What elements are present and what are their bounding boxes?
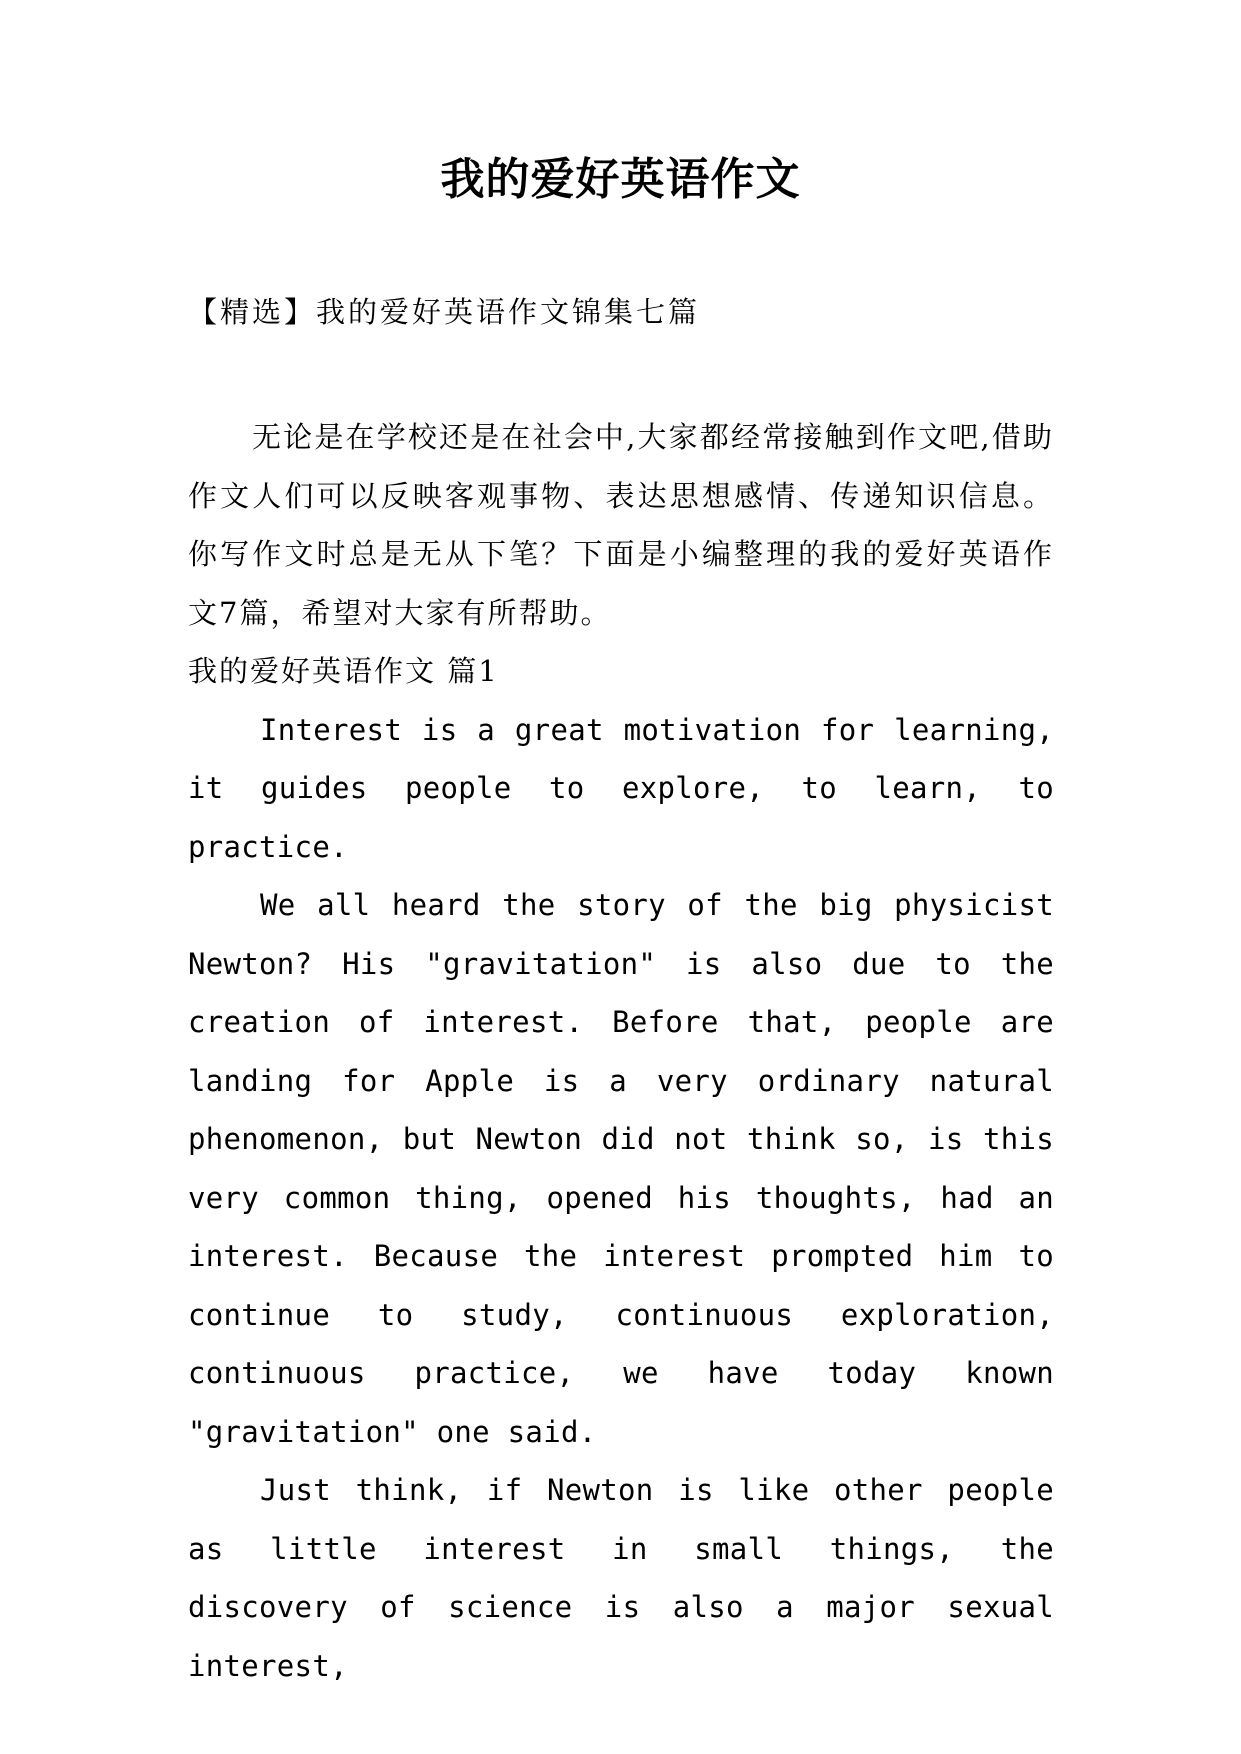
document-body xyxy=(188,408,1054,1695)
section-heading: 我的爱好英语作文 篇1 xyxy=(188,654,499,688)
body-paragraph-1: Interest is a great motivation for learning, it guides people to explore, to learn, to practice. xyxy=(188,712,1054,864)
body-paragraph-2: We all heard the story of the big physicist Newton? His "gravitation" is also due to the creation of interest. Before that, people are landing for Apple is a very ordinary natural phenomenon, but Newton did not think so, is this very common thing, opened his thoughts, had an interest. Because the interest prompted him to continue to study, continuous exploration, continuous practice, we have today known "gravitation" one said. xyxy=(188,888,1054,1449)
intro-paragraph: 无论是在学校还是在社会中,大家都经常接触到作文吧,借助作文人们可以反映客观事物、表达思想感情、传递知识信息。你写作文时总是无从下笔？下面是小编整理的我的爱好英语作文7篇，希望对大家有所帮助。 xyxy=(188,420,1054,630)
document-title: 我的爱好英语作文 xyxy=(440,154,801,205)
body-paragraph-3: Just think, if Newton is like other people as little interest in small things, the discovery of science is also a major sexual interest, xyxy=(188,1473,1054,1683)
document-subtitle: 【精选】我的爱好英语作文锦集七篇 xyxy=(188,295,701,329)
